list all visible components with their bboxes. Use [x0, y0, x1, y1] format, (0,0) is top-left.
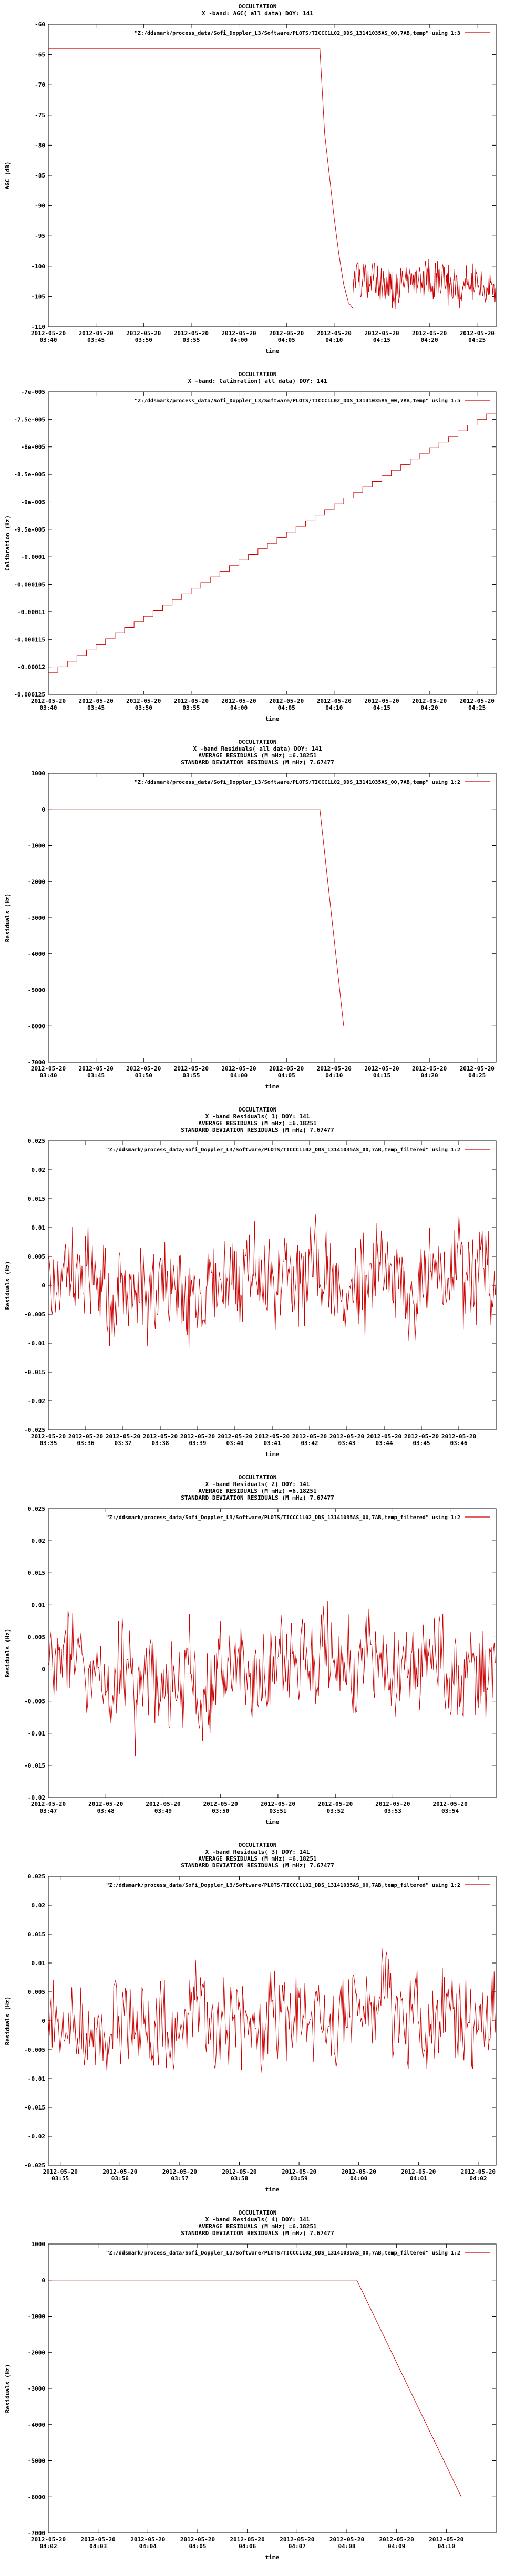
chart-panel-3	[0, 735, 515, 1103]
x-tick-date: 2012-05-20	[459, 330, 495, 337]
x-tick-time: 04:15	[373, 704, 391, 711]
chart-title-line: X -band Residuals( 1) DOY: 141	[205, 1113, 310, 1120]
x-tick-date: 2012-05-20	[30, 1065, 66, 1072]
y-tick-label: -0.00012	[17, 663, 45, 671]
x-tick-date: 2012-05-20	[316, 1065, 352, 1072]
series-line	[48, 1214, 496, 1348]
x-tick-date: 2012-05-20	[260, 1801, 296, 1808]
y-tick-label: 0	[42, 806, 45, 813]
x-tick-time: 04:05	[277, 1072, 295, 1079]
legend-label: "Z:/ddsmark/process_data/Sofi_Doppler_L3/Software/PLOTS/TICCC1L02_DDS_13141035AS_00,7AB,temp" using 1:2	[134, 780, 460, 785]
chart-svg	[0, 1471, 515, 1838]
x-tick-date: 2012-05-20	[146, 1801, 181, 1808]
y-tick-label: -85	[35, 172, 45, 179]
y-tick-label: -0.01	[27, 1340, 45, 1347]
legend-label: "Z:/ddsmark/process_data/Sofi_Doppler_L3/Software/PLOTS/TICCC1L02_DDS_13141035AS_00,7AB,temp_filtered" using 1:2	[106, 1147, 460, 1153]
x-tick-date: 2012-05-20	[379, 2536, 414, 2543]
chart-panel-5	[0, 1471, 515, 1838]
chart-panel-6	[0, 1838, 515, 2206]
y-axis-label: AGC (dB)	[4, 161, 11, 190]
y-tick-label: -6000	[27, 2494, 45, 2501]
x-tick-date: 2012-05-20	[460, 2168, 496, 2175]
x-tick-date: 2012-05-20	[221, 330, 256, 337]
x-tick-time: 03:50	[135, 1072, 152, 1079]
y-tick-label: -0.02	[27, 2133, 45, 2140]
x-tick-time: 04:10	[325, 337, 343, 344]
x-tick-date: 2012-05-20	[217, 1433, 253, 1440]
y-axis-label: Residuals (Hz)	[4, 1628, 11, 1678]
y-tick-label: -7.5e-005	[14, 416, 45, 423]
x-tick-time: 03:36	[77, 1440, 95, 1447]
x-tick-date: 2012-05-20	[254, 1433, 290, 1440]
y-tick-label: -0.02	[27, 1794, 45, 1801]
y-axis-label: Residuals (Hz)	[4, 2364, 11, 2413]
x-tick-time: 03:49	[154, 1808, 172, 1814]
x-tick-time: 04:25	[468, 704, 486, 711]
x-tick-time: 03:50	[135, 337, 152, 344]
x-tick-time: 03:55	[182, 704, 200, 711]
x-axis-label: time	[265, 2186, 280, 2193]
x-tick-date: 2012-05-20	[292, 1433, 327, 1440]
y-tick-label: -0.025	[24, 1427, 45, 1434]
chart-panel-1	[0, 0, 515, 368]
plot-frame	[48, 1141, 496, 1430]
legend-label: "Z:/ddsmark/process_data/Sofi_Doppler_L3/Software/PLOTS/TICCC1L02_DDS_13141035AS_00,7AB,temp_filtered" using 1:2	[106, 2250, 460, 2256]
y-tick-label: -2000	[27, 2349, 45, 2356]
x-tick-time: 04:02	[39, 2543, 57, 2550]
x-tick-date: 2012-05-20	[375, 1801, 410, 1808]
x-tick-date: 2012-05-20	[459, 698, 495, 704]
x-tick-date: 2012-05-20	[105, 1433, 141, 1440]
y-tick-label: -0.005	[24, 2047, 45, 2053]
x-tick-time: 04:25	[468, 337, 486, 344]
chart-title-line: STANDARD DEVIATION RESIDUALS (M mHz) 7.67477	[181, 759, 334, 766]
x-tick-time: 04:25	[468, 1072, 486, 1079]
x-tick-date: 2012-05-20	[221, 1065, 256, 1072]
y-tick-label: 0.025	[27, 1138, 45, 1145]
plot-frame	[48, 1876, 496, 2165]
x-tick-date: 2012-05-20	[88, 1801, 123, 1808]
y-tick-label: -0.015	[24, 2104, 45, 2111]
y-tick-label: 0	[42, 2277, 45, 2284]
y-tick-label: -0.000105	[14, 581, 45, 588]
chart-title-line: X -band Residuals( 2) DOY: 141	[205, 1481, 310, 1488]
x-tick-time: 03:38	[151, 1440, 169, 1447]
y-tick-label: -7e-005	[20, 389, 45, 396]
chart-svg	[0, 1103, 515, 1471]
y-tick-label: -3000	[27, 915, 45, 921]
x-tick-date: 2012-05-20	[68, 1433, 104, 1440]
x-tick-date: 2012-05-20	[126, 330, 161, 337]
y-tick-label: -0.000115	[14, 636, 45, 643]
y-tick-label: -0.025	[24, 2162, 45, 2169]
y-tick-label: 0.01	[31, 1602, 45, 1609]
x-tick-time: 03:40	[226, 1440, 244, 1447]
y-axis-label: Residuals (Hz)	[4, 1261, 11, 1310]
y-tick-label: -1000	[27, 2313, 45, 2320]
y-tick-label: 0.02	[31, 1902, 45, 1909]
chart-title-line: AVERAGE RESIDUALS (M mHz) =6.18251	[198, 1855, 317, 1862]
x-tick-time: 04:03	[89, 2543, 107, 2550]
y-tick-label: -7000	[27, 1059, 45, 1066]
x-tick-time: 03:51	[269, 1808, 287, 1814]
x-tick-date: 2012-05-20	[30, 1433, 66, 1440]
series-line	[48, 1601, 496, 1756]
x-tick-date: 2012-05-20	[316, 698, 352, 704]
y-tick-label: -110	[31, 324, 45, 330]
x-tick-date: 2012-05-20	[364, 1065, 399, 1072]
chart-svg	[0, 368, 515, 735]
x-tick-date: 2012-05-20	[329, 2536, 365, 2543]
y-tick-label: 0	[42, 1666, 45, 1673]
x-axis-label: time	[265, 2554, 280, 2561]
x-tick-date: 2012-05-20	[366, 1433, 402, 1440]
x-tick-date: 2012-05-20	[230, 2536, 265, 2543]
y-tick-label: 0.015	[27, 1196, 45, 1202]
x-tick-time: 04:04	[139, 2543, 157, 2550]
chart-panel-4	[0, 1103, 515, 1471]
x-tick-time: 04:10	[437, 2543, 455, 2550]
y-tick-label: -70	[35, 81, 45, 89]
x-tick-time: 03:45	[87, 704, 105, 711]
chart-title-line: AVERAGE RESIDUALS (M mHz) =6.18251	[198, 1120, 317, 1127]
x-tick-date: 2012-05-20	[316, 330, 352, 337]
x-tick-date: 2012-05-20	[404, 1433, 439, 1440]
x-tick-date: 2012-05-20	[30, 2536, 66, 2543]
x-tick-time: 03:45	[87, 337, 105, 344]
x-tick-time: 04:00	[230, 337, 248, 344]
x-tick-date: 2012-05-20	[78, 698, 114, 704]
chart-title-line: X -band Residuals( 3) DOY: 141	[205, 1848, 310, 1855]
chart-title-line: STANDARD DEVIATION RESIDUALS (M mHz) 7.67477	[181, 2230, 334, 2237]
x-tick-date: 2012-05-20	[30, 330, 66, 337]
x-tick-time: 04:20	[420, 337, 438, 344]
y-tick-label: -0.02	[27, 1398, 45, 1405]
y-tick-label: -9e-005	[20, 498, 45, 506]
chart-title-line: OCCULTATION	[238, 739, 277, 745]
x-tick-time: 03:45	[413, 1440, 430, 1447]
x-tick-date: 2012-05-20	[429, 2536, 464, 2543]
x-tick-date: 2012-05-20	[80, 2536, 116, 2543]
chart-title-line: X -band Residuals( all data) DOY: 141	[193, 745, 322, 752]
x-tick-time: 03:46	[450, 1440, 468, 1447]
y-tick-label: 0.005	[27, 1634, 45, 1641]
y-tick-label: 0.005	[27, 1253, 45, 1260]
x-tick-time: 03:58	[230, 2175, 249, 2182]
x-tick-date: 2012-05-20	[78, 1065, 114, 1072]
y-tick-label: -75	[35, 111, 45, 119]
x-tick-date: 2012-05-20	[203, 1801, 238, 1808]
x-tick-time: 04:02	[469, 2175, 487, 2182]
x-tick-date: 2012-05-20	[130, 2536, 166, 2543]
x-tick-date: 2012-05-20	[441, 1433, 477, 1440]
chart-svg	[0, 0, 515, 368]
x-tick-date: 2012-05-20	[411, 698, 447, 704]
x-tick-time: 04:10	[325, 1072, 343, 1079]
x-tick-time: 04:01	[409, 2175, 427, 2182]
x-axis-label: time	[265, 1819, 280, 1825]
series-line	[48, 414, 496, 672]
x-tick-time: 04:09	[388, 2543, 406, 2550]
y-tick-label: -0.01	[27, 2075, 45, 2082]
y-tick-label: 0.015	[27, 1570, 45, 1577]
y-tick-label: -3000	[27, 2385, 45, 2392]
legend-label: "Z:/ddsmark/process_data/Sofi_Doppler_L3/Software/PLOTS/TICCC1L02_DDS_13141035AS_00,7AB,temp_filtered" using 1:2	[106, 1515, 460, 1521]
x-tick-time: 04:00	[230, 1072, 248, 1079]
x-tick-date: 2012-05-20	[180, 2536, 215, 2543]
y-tick-label: -0.0001	[20, 554, 45, 561]
x-tick-date: 2012-05-20	[411, 1065, 447, 1072]
x-tick-date: 2012-05-20	[78, 330, 114, 337]
x-tick-time: 03:57	[171, 2175, 189, 2182]
y-tick-label: 1000	[31, 2241, 45, 2248]
chart-title-line: AVERAGE RESIDUALS (M mHz) =6.18251	[198, 1488, 317, 1494]
y-tick-label: -0.01	[27, 1730, 45, 1737]
y-tick-label: -8e-005	[20, 443, 45, 451]
x-tick-time: 04:15	[373, 1072, 391, 1079]
x-tick-date: 2012-05-20	[341, 2168, 376, 2175]
y-tick-label: -100	[31, 263, 45, 270]
x-tick-date: 2012-05-20	[221, 698, 256, 704]
x-tick-time: 04:05	[189, 2543, 207, 2550]
x-tick-date: 2012-05-20	[102, 2168, 138, 2175]
x-tick-time: 04:15	[373, 337, 391, 344]
x-tick-date: 2012-05-20	[173, 330, 209, 337]
x-tick-time: 03:48	[97, 1808, 115, 1814]
x-tick-time: 03:52	[326, 1808, 344, 1814]
chart-title-line: STANDARD DEVIATION RESIDUALS (M mHz) 7.67477	[181, 1494, 334, 1501]
x-tick-date: 2012-05-20	[180, 1433, 215, 1440]
y-tick-label: -95	[35, 233, 45, 240]
x-tick-date: 2012-05-20	[282, 2168, 317, 2175]
y-tick-label: -60	[35, 21, 45, 28]
y-tick-label: -0.000125	[14, 691, 45, 698]
x-tick-date: 2012-05-20	[364, 330, 399, 337]
x-tick-time: 03:50	[135, 704, 152, 711]
x-tick-date: 2012-05-20	[459, 1065, 495, 1072]
y-tick-label: -80	[35, 142, 45, 149]
chart-title-line: OCCULTATION	[238, 1106, 277, 1113]
x-tick-date: 2012-05-20	[432, 1801, 468, 1808]
y-tick-label: -5000	[27, 2457, 45, 2465]
x-tick-time: 03:44	[375, 1440, 393, 1447]
x-tick-time: 04:08	[338, 2543, 356, 2550]
x-tick-date: 2012-05-20	[30, 1801, 66, 1808]
y-tick-label: 0.02	[31, 1538, 45, 1545]
y-tick-label: -4000	[27, 950, 45, 958]
y-tick-label: -9.5e-005	[14, 526, 45, 533]
x-tick-time: 04:05	[277, 704, 295, 711]
series-line	[48, 809, 344, 1026]
x-tick-date: 2012-05-20	[269, 1065, 304, 1072]
y-tick-label: 0	[42, 2018, 45, 2024]
x-tick-date: 2012-05-20	[173, 1065, 209, 1072]
x-tick-date: 2012-05-20	[364, 698, 399, 704]
chart-panel-2	[0, 368, 515, 735]
x-tick-time: 04:20	[420, 704, 438, 711]
chart-title-line: OCCULTATION	[238, 1474, 277, 1481]
x-tick-date: 2012-05-20	[173, 698, 209, 704]
x-tick-date: 2012-05-20	[43, 2168, 78, 2175]
y-tick-label: 0.025	[27, 1873, 45, 1880]
y-tick-label: 0.005	[27, 1989, 45, 1996]
chart-title-line: OCCULTATION	[238, 371, 277, 378]
x-tick-date: 2012-05-20	[280, 2536, 315, 2543]
legend-label: "Z:/ddsmark/process_data/Sofi_Doppler_L3/Software/PLOTS/TICCC1L02_DDS_13141035AS_00,7AB,temp" using 1:5	[134, 398, 460, 404]
x-tick-time: 03:47	[39, 1808, 57, 1814]
x-tick-time: 04:00	[230, 704, 248, 711]
x-tick-time: 03:40	[39, 1072, 57, 1079]
y-tick-label: 0.01	[31, 1960, 45, 1967]
x-tick-time: 03:55	[52, 2175, 69, 2182]
x-axis-label: time	[265, 348, 280, 355]
x-tick-time: 03:53	[384, 1808, 401, 1814]
y-tick-label: -5000	[27, 986, 45, 994]
chart-svg	[0, 1838, 515, 2206]
chart-title-line: AVERAGE RESIDUALS (M mHz) =6.18251	[198, 752, 317, 759]
y-tick-label: 0.01	[31, 1224, 45, 1231]
y-axis-label: Residuals (Hz)	[4, 1996, 11, 2045]
chart-svg	[0, 735, 515, 1103]
chart-title-line: OCCULTATION	[238, 1842, 277, 1848]
y-axis-label: Residuals (Hz)	[4, 893, 11, 942]
x-tick-time: 03:42	[301, 1440, 318, 1447]
x-axis-label: time	[265, 715, 280, 722]
x-tick-time: 03:55	[182, 1072, 200, 1079]
plot-frame	[48, 24, 496, 327]
legend-label: "Z:/ddsmark/process_data/Sofi_Doppler_L3/Software/PLOTS/TICCC1L02_DDS_13141035AS_00,7AB,temp_filtered" using 1:2	[106, 1883, 460, 1888]
x-tick-date: 2012-05-20	[222, 2168, 257, 2175]
x-axis-label: time	[265, 1451, 280, 1458]
y-tick-label: 0.02	[31, 1167, 45, 1173]
x-tick-date: 2012-05-20	[329, 1433, 365, 1440]
x-tick-time: 03:55	[182, 337, 200, 344]
x-tick-time: 04:00	[350, 2175, 368, 2182]
x-tick-date: 2012-05-20	[162, 2168, 198, 2175]
y-tick-label: -0.015	[24, 1369, 45, 1376]
series-line	[320, 48, 353, 308]
x-tick-time: 03:37	[114, 1440, 132, 1447]
x-tick-date: 2012-05-20	[269, 330, 304, 337]
x-tick-time: 04:20	[420, 1072, 438, 1079]
chart-title-line: X -band: AGC( all data) DOY: 141	[202, 10, 313, 17]
chart-title-line: X -band Residuals( 4) DOY: 141	[205, 2216, 310, 2223]
y-tick-label: 1000	[31, 770, 45, 777]
series-line	[48, 1948, 496, 2073]
x-tick-time: 03:40	[39, 704, 57, 711]
y-tick-label: -1000	[27, 842, 45, 849]
x-tick-time: 03:56	[111, 2175, 129, 2182]
y-tick-label: -8.5e-005	[14, 471, 45, 479]
chart-title-line: OCCULTATION	[238, 3, 277, 10]
x-tick-date: 2012-05-20	[318, 1801, 353, 1808]
y-tick-label: 0.025	[27, 1505, 45, 1512]
y-tick-label: -6000	[27, 1023, 45, 1030]
chart-title-line: AVERAGE RESIDUALS (M mHz) =6.18251	[198, 2223, 317, 2230]
y-tick-label: -7000	[27, 2530, 45, 2537]
x-tick-time: 03:35	[39, 1440, 57, 1447]
x-tick-time: 03:43	[338, 1440, 356, 1447]
x-axis-label: time	[265, 1083, 280, 1090]
y-tick-label: -0.005	[24, 1311, 45, 1318]
series-line	[353, 259, 496, 309]
x-tick-time: 03:39	[189, 1440, 207, 1447]
plot-frame	[48, 773, 496, 1062]
x-tick-date: 2012-05-20	[142, 1433, 178, 1440]
x-tick-date: 2012-05-20	[126, 1065, 161, 1072]
chart-title-line: STANDARD DEVIATION RESIDUALS (M mHz) 7.67477	[181, 1127, 334, 1134]
y-axis-label: Calibration (Hz)	[4, 515, 11, 571]
chart-svg	[0, 2206, 515, 2574]
chart-title-line: STANDARD DEVIATION RESIDUALS (M mHz) 7.67477	[181, 1862, 334, 1869]
x-tick-date: 2012-05-20	[411, 330, 447, 337]
x-tick-time: 04:07	[288, 2543, 306, 2550]
y-tick-label: -0.005	[24, 1698, 45, 1705]
y-tick-label: 0	[42, 1282, 45, 1289]
x-tick-date: 2012-05-20	[401, 2168, 436, 2175]
y-tick-label: 0.015	[27, 1931, 45, 1938]
x-tick-time: 03:50	[212, 1808, 230, 1814]
series-line	[48, 2280, 461, 2497]
chart-title-line: X -band: Calibration( all data) DOY: 141	[188, 378, 327, 385]
chart-title-line: OCCULTATION	[238, 2209, 277, 2216]
y-tick-label: -4000	[27, 2421, 45, 2428]
x-tick-time: 03:41	[263, 1440, 281, 1447]
y-tick-label: -2000	[27, 878, 45, 886]
x-tick-time: 03:59	[290, 2175, 308, 2182]
x-tick-time: 03:54	[441, 1808, 459, 1814]
x-tick-date: 2012-05-20	[269, 698, 304, 704]
x-tick-time: 04:10	[325, 704, 343, 711]
y-tick-label: -0.00011	[17, 608, 45, 616]
chart-panel-7	[0, 2206, 515, 2574]
x-tick-time: 04:06	[239, 2543, 256, 2550]
y-tick-label: -65	[35, 51, 45, 58]
x-tick-date: 2012-05-20	[30, 698, 66, 704]
x-tick-time: 03:45	[87, 1072, 105, 1079]
x-tick-time: 03:40	[39, 337, 57, 344]
x-tick-time: 04:05	[277, 337, 295, 344]
x-tick-date: 2012-05-20	[126, 698, 161, 704]
y-tick-label: -90	[35, 202, 45, 210]
y-tick-label: -0.015	[24, 1762, 45, 1769]
y-tick-label: -105	[31, 293, 45, 300]
plot-frame	[48, 2244, 496, 2533]
legend-label: "Z:/ddsmark/process_data/Sofi_Doppler_L3/Software/PLOTS/TICCC1L02_DDS_13141035AS_00,7AB,temp" using 1:3	[134, 30, 460, 36]
